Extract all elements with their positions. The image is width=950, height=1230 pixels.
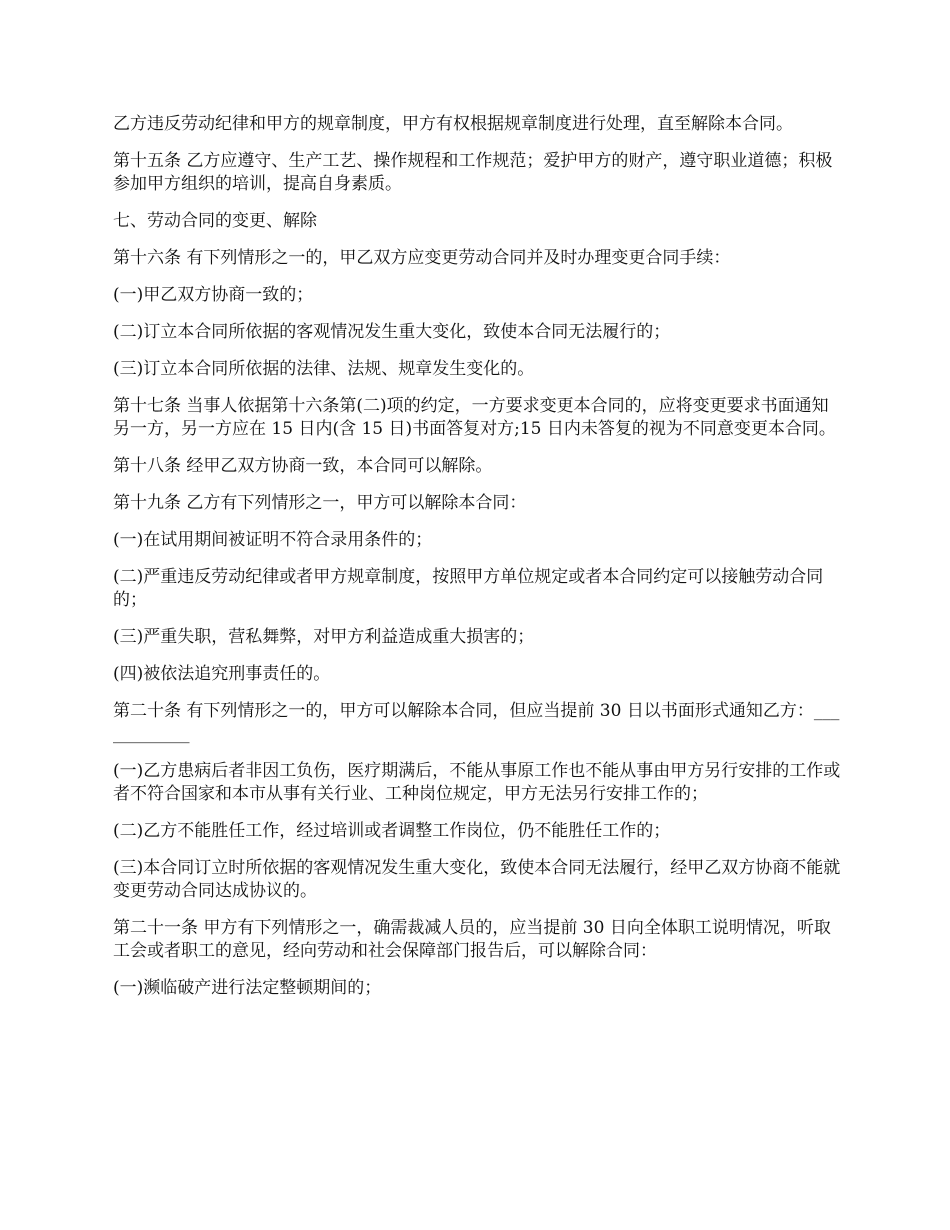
list-item-21-1: (一)濒临破产进行法定整顿期间的； <box>113 978 382 998</box>
paragraph-article-17: 第十七条 当事人依据第十六条第(二)项的约定，一方要求变更本合同的，应将变更要求书面通知另一方，另一方应在 15 日内(含 15 日)书面答复对方;15 日内未答复的视为不同意变更本合同。 <box>113 396 836 439</box>
document-body <box>113 113 843 1014</box>
paragraph-article-19: 第十九条 乙方有下列情形之一，甲方可以解除本合同： <box>113 493 527 513</box>
list-item-16-3: (三)订立本合同所依据的法律、法规、规章发生变化的。 <box>113 359 535 379</box>
list-item-19-2: (二)严重违反劳动纪律或者甲方规章制度，按照甲方单位规定或者本合同约定可以接触劳动合同的； <box>113 567 824 610</box>
paragraph-article-15: 第十五条 乙方应遵守、生产工艺、操作规程和工作规范；爱护甲方的财产，遵守职业道德；积极参加甲方组织的培训，提高自身素质。 <box>113 151 833 194</box>
list-item-19-1: (一)在试用期间被证明不符合录用条件的； <box>113 530 433 550</box>
list-item-16-2: (二)订立本合同所依据的客观情况发生重大变化，致使本合同无法履行的； <box>113 322 671 342</box>
paragraph-article-18: 第十八条 经甲乙双方协商一致，本合同可以解除。 <box>113 456 493 476</box>
list-item-19-4: (四)被依法追究刑事责任的。 <box>113 664 331 684</box>
paragraph-violation-handling: 乙方违反劳动纪律和甲方的规章制度，甲方有权根据规章制度进行处理，直至解除本合同。 <box>113 114 793 134</box>
paragraph-article-21: 第二十一条 甲方有下列情形之一，确需裁减人员的，应当提前 30 日向全体职工说明情况，听取工会或者职工的意见，经向劳动和社会保障部门报告后，可以解除合同： <box>113 918 831 961</box>
paragraph-article-16: 第十六条 有下列情形之一的，甲乙双方应变更劳动合同并及时办理变更合同手续： <box>113 248 731 268</box>
list-item-20-1: (一)乙方患病后者非因工负伤，医疗期满后，不能从事原工作也不能从事由甲方另行安排的工作或者不符合国家和本市从事有关行业、工种岗位规定，甲方无法另行安排工作的； <box>113 761 841 804</box>
paragraph-article-20: 第二十条 有下列情形之一的，甲方可以解除本合同，但应当提前 30 日以书面形式通知乙方：____________ <box>113 701 840 744</box>
section-heading-contract-change: 七、劳动合同的变更、解除 <box>113 211 317 231</box>
list-item-20-2: (二)乙方不能胜任工作，经过培训或者调整工作岗位，仍不能胜任工作的； <box>113 821 671 841</box>
list-item-19-3: (三)严重失职，营私舞弊，对甲方利益造成重大损害的； <box>113 627 535 647</box>
list-item-20-3: (三)本合同订立时所依据的客观情况发生重大变化，致使本合同无法履行，经甲乙双方协商不能就变更劳动合同达成协议的。 <box>113 858 841 901</box>
list-item-16-1: (一)甲乙双方协商一致的； <box>113 285 314 305</box>
